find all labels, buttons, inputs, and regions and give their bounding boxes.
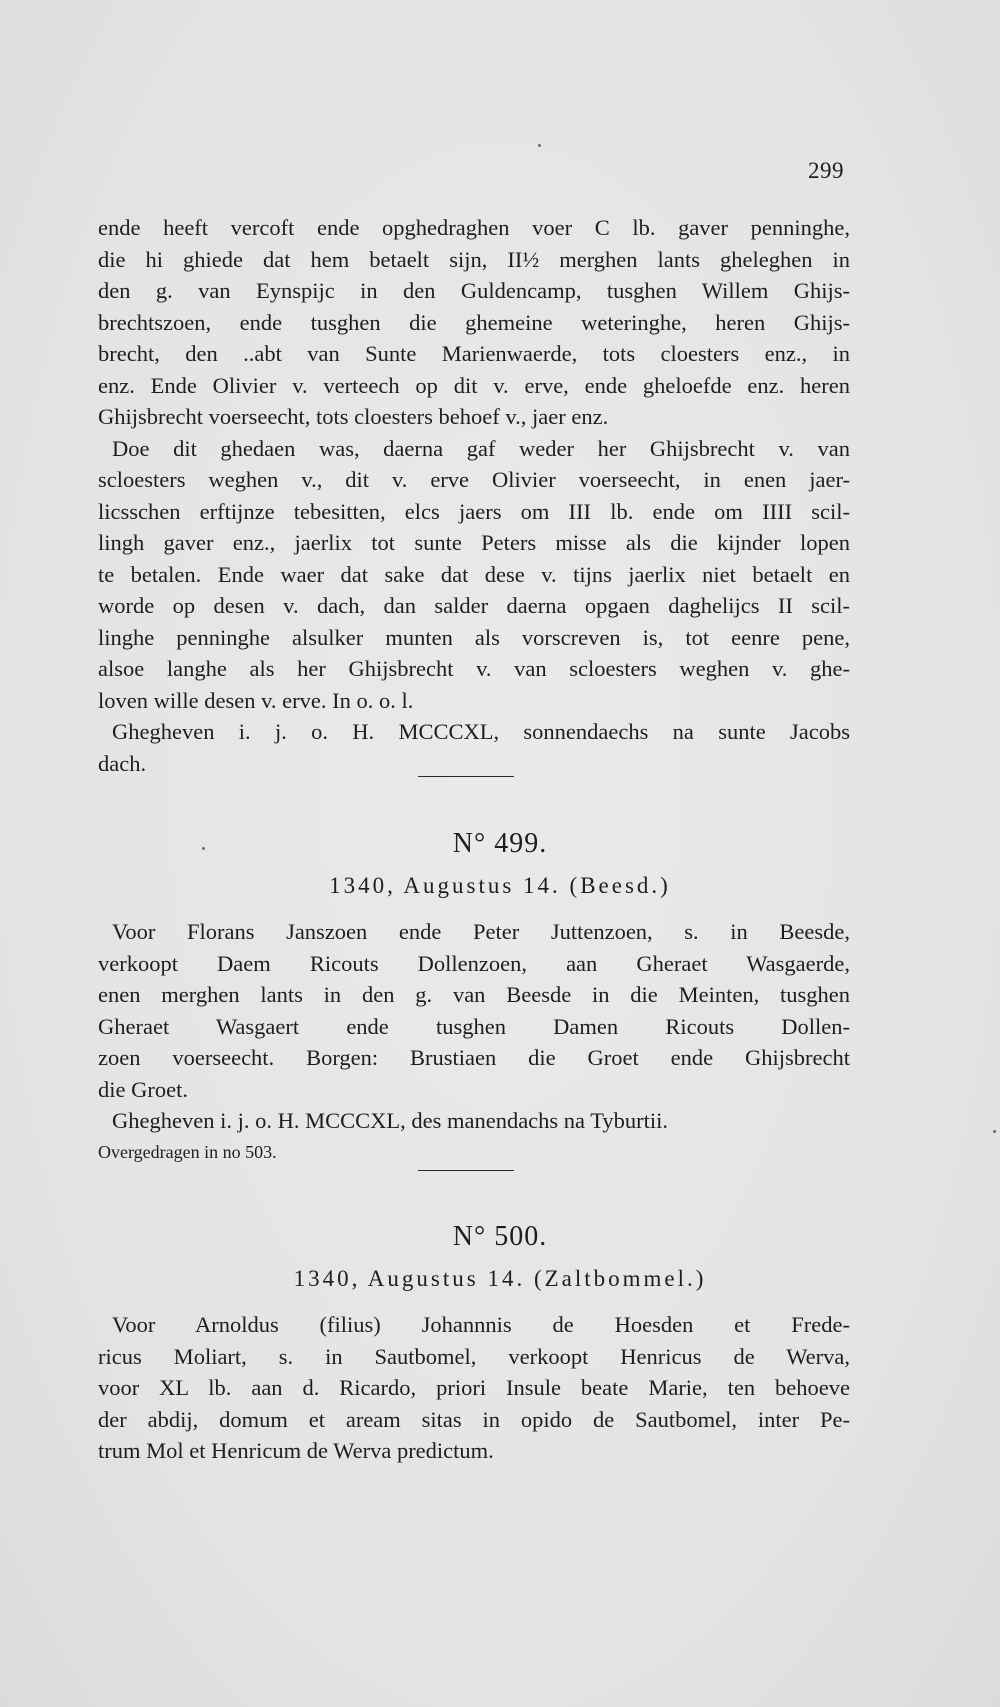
print-speck	[538, 144, 541, 147]
text-line: die Groet.	[98, 1076, 188, 1102]
text-line: alsoe langhe als her Ghijsbrecht v. van scloesters weghen v. ghe-	[98, 656, 850, 681]
text-line: dach.	[98, 750, 147, 776]
text-line: ricus Moliart, s. in Sautbomel, verkoopt Henricus de Werva,	[98, 1343, 850, 1369]
text-line: den g. van Eynspijc in den Guldencamp, tusghen Willem Ghijs-	[98, 278, 850, 303]
text-line: voor XL lb. aan d. Ricardo, priori Insule beate Marie, ten behoeve	[98, 1375, 850, 1400]
print-speck	[202, 847, 205, 850]
text-line: scloesters weghen v., dit v. erve Olivier voerseecht, in enen jaer-	[98, 467, 850, 492]
text-line: Ghegheven i. j. o. H. MCCCXL, sonnendaechs na sunte Jacobs	[112, 719, 850, 744]
continuation-text	[98, 212, 850, 779]
text-line: ende heeft vercoft ende opghedraghen voer C lb. gaver penninghe,	[98, 215, 850, 240]
print-speck	[993, 1130, 996, 1133]
section-divider	[418, 776, 514, 777]
text-line: Ghijsbrecht voerseecht, tots cloesters behoef v., jaer enz.	[98, 404, 609, 429]
entry-499-dateline: 1340, Augustus 14. (Beesd.)	[329, 873, 671, 898]
text-line: loven wille desen v. erve. In o. o. l.	[98, 687, 414, 713]
text-line: linghe penninghe alsulker munten als vorscreven is, tot eenre pene,	[98, 624, 850, 650]
text-line: licsschen erftijnze tebesitten, elcs jaers om III lb. ende om IIII scil-	[98, 498, 850, 524]
entry-500-text	[98, 1309, 850, 1467]
text-line: zoen voerseecht. Borgen: Brustiaen die Groet ende Ghijsbrecht	[98, 1045, 850, 1070]
text-line: Voor Florans Janszoen ende Peter Juttenzoen, s. in Beesde,	[112, 919, 850, 944]
transfer-note: Overgedragen in no 503.	[98, 1141, 277, 1162]
entry-499-text	[98, 916, 850, 1167]
text-line: Voor Arnoldus (filius) Johannnis de Hoesden et Frede-	[112, 1312, 850, 1337]
text-line: te betalen. Ende waer dat sake dat dese v. tijns jaerlix niet betaelt en	[98, 561, 850, 587]
text-line: trum Mol et Henricum de Werva predictum.	[98, 1438, 494, 1463]
entry-500-dateline: 1340, Augustus 14. (Zaltbommel.)	[293, 1266, 707, 1291]
text-line: enz. Ende Olivier v. verteech op dit v. erve, ende gheloefde enz. heren	[98, 372, 850, 398]
text-line: Ghegheven i. j. o. H. MCCCXL, des manendachs na Tyburtii.	[112, 1108, 669, 1133]
text-line: der abdij, domum et aream sitas in opido de Sautbomel, inter Pe-	[98, 1406, 850, 1432]
entry-499-number: N° 499.	[452, 828, 548, 859]
text-line: lingh gaver enz., jaerlix tot sunte Peters misse als die kijnder lopen	[98, 530, 850, 555]
text-line: enen merghen lants in den g. van Beesde in die Meinten, tusghen	[98, 982, 850, 1007]
text-line: die hi ghiede dat hem betaelt sijn, II½ merghen lants gheleghen in	[98, 246, 850, 272]
text-line: worde op desen v. dach, dan salder daerna opgaen daghelijcs II scil-	[98, 593, 850, 618]
text-line: brechtszoen, ende tusghen die ghemeine weteringhe, heren Ghijs-	[98, 309, 850, 335]
text-line: brecht, den ..abt van Sunte Marienwaerde, tots cloesters enz., in	[98, 341, 850, 366]
text-line: Gheraet Wasgaert ende tusghen Damen Ricouts Dollen-	[98, 1013, 850, 1039]
entry-500-number: N° 500.	[452, 1221, 548, 1252]
text-line: verkoopt Daem Ricouts Dollenzoen, aan Gheraet Wasgaerde,	[98, 950, 850, 976]
page-number: 299	[808, 158, 844, 183]
text-line: Doe dit ghedaen was, daerna gaf weder her Ghijsbrecht v. van	[112, 435, 850, 461]
section-divider	[418, 1170, 514, 1171]
